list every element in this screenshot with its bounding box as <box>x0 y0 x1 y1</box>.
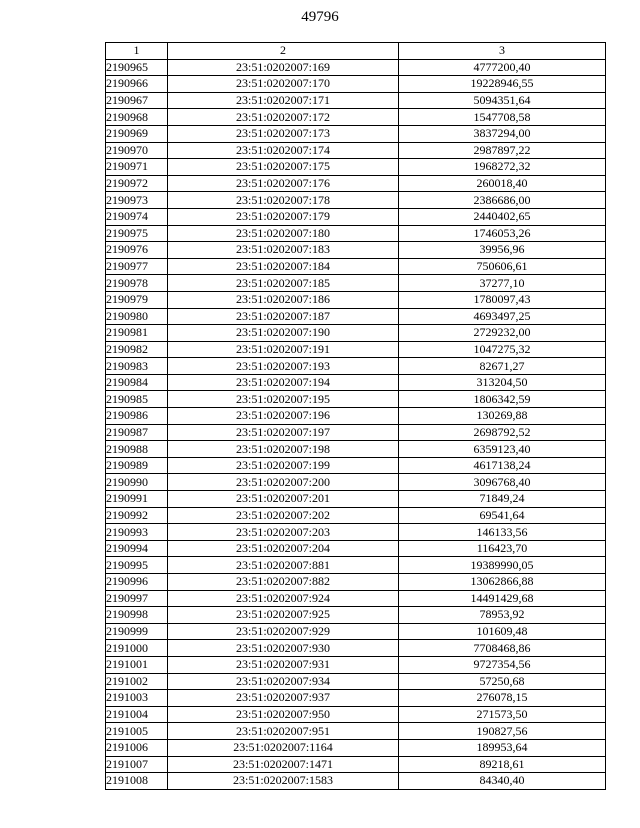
row-number-cell: 2190991 <box>106 491 168 508</box>
row-number-cell: 2190971 <box>106 159 168 176</box>
table-header <box>106 43 606 60</box>
cadastral-number-cell: 23:51:0202007:174 <box>168 142 399 159</box>
value-cell: 9727354,56 <box>399 656 606 673</box>
table-row <box>106 574 606 591</box>
cadastral-number-cell: 23:51:0202007:200 <box>168 474 399 491</box>
table-row <box>106 424 606 441</box>
table-row <box>106 175 606 192</box>
value-cell: 750606,61 <box>399 258 606 275</box>
table-row <box>106 208 606 225</box>
table-row <box>106 391 606 408</box>
cadastral-number-cell: 23:51:0202007:201 <box>168 491 399 508</box>
cadastral-number-cell: 23:51:0202007:197 <box>168 424 399 441</box>
row-number-cell: 2191007 <box>106 756 168 773</box>
value-cell: 4777200,40 <box>399 59 606 76</box>
value-cell: 4617138,24 <box>399 457 606 474</box>
value-cell: 78953,92 <box>399 607 606 624</box>
table-row <box>106 92 606 109</box>
cadastral-number-cell: 23:51:0202007:203 <box>168 524 399 541</box>
table-row <box>106 474 606 491</box>
table-row <box>106 358 606 375</box>
row-number-cell: 2190965 <box>106 59 168 76</box>
cadastral-number-cell: 23:51:0202007:180 <box>168 225 399 242</box>
cadastral-number-cell: 23:51:0202007:1164 <box>168 739 399 756</box>
value-cell: 1746053,26 <box>399 225 606 242</box>
row-number-cell: 2191002 <box>106 673 168 690</box>
page-number: 49796 <box>301 9 339 25</box>
cadastral-number-cell: 23:51:0202007:934 <box>168 673 399 690</box>
table-row <box>106 59 606 76</box>
table-row <box>106 491 606 508</box>
table-row <box>106 739 606 756</box>
value-cell: 89218,61 <box>399 756 606 773</box>
cadastral-number-cell: 23:51:0202007:187 <box>168 308 399 325</box>
header-col-2: 2 <box>168 43 399 60</box>
table-row <box>106 607 606 624</box>
table-row <box>106 656 606 673</box>
header-col-1: 1 <box>106 43 168 60</box>
table-row <box>106 258 606 275</box>
value-cell: 1968272,32 <box>399 159 606 176</box>
table-row <box>106 756 606 773</box>
row-number-cell: 2190980 <box>106 308 168 325</box>
cadastral-number-cell: 23:51:0202007:198 <box>168 441 399 458</box>
table-row <box>106 590 606 607</box>
cadastral-number-cell: 23:51:0202007:170 <box>168 76 399 93</box>
table-row <box>106 673 606 690</box>
row-number-cell: 2190982 <box>106 341 168 358</box>
value-cell: 190827,56 <box>399 723 606 740</box>
value-cell: 2987897,22 <box>399 142 606 159</box>
value-cell: 82671,27 <box>399 358 606 375</box>
row-number-cell: 2190967 <box>106 92 168 109</box>
value-cell: 37277,10 <box>399 275 606 292</box>
row-number-cell: 2190995 <box>106 557 168 574</box>
value-cell: 130269,88 <box>399 408 606 425</box>
row-number-cell: 2191005 <box>106 723 168 740</box>
value-cell: 6359123,40 <box>399 441 606 458</box>
row-number-cell: 2190985 <box>106 391 168 408</box>
table-row <box>106 408 606 425</box>
value-cell: 101609,48 <box>399 623 606 640</box>
data-table <box>105 42 606 790</box>
cadastral-number-cell: 23:51:0202007:194 <box>168 374 399 391</box>
table-row <box>106 142 606 159</box>
table-body <box>106 59 606 789</box>
table-row <box>106 706 606 723</box>
table-row <box>106 640 606 657</box>
row-number-cell: 2191000 <box>106 640 168 657</box>
row-number-cell: 2190999 <box>106 623 168 640</box>
value-cell: 2386686,00 <box>399 192 606 209</box>
cadastral-number-cell: 23:51:0202007:172 <box>168 109 399 126</box>
value-cell: 71849,24 <box>399 491 606 508</box>
value-cell: 1047275,32 <box>399 341 606 358</box>
value-cell: 3096768,40 <box>399 474 606 491</box>
cadastral-number-cell: 23:51:0202007:179 <box>168 208 399 225</box>
row-number-cell: 2191003 <box>106 690 168 707</box>
table-row <box>106 109 606 126</box>
table-row <box>106 76 606 93</box>
row-number-cell: 2190981 <box>106 325 168 342</box>
cadastral-number-cell: 23:51:0202007:204 <box>168 540 399 557</box>
value-cell: 3837294,00 <box>399 125 606 142</box>
cadastral-number-cell: 23:51:0202007:195 <box>168 391 399 408</box>
table-row <box>106 291 606 308</box>
row-number-cell: 2191008 <box>106 773 168 790</box>
row-number-cell: 2191006 <box>106 739 168 756</box>
value-cell: 39956,96 <box>399 242 606 259</box>
value-cell: 116423,70 <box>399 540 606 557</box>
value-cell: 2698792,52 <box>399 424 606 441</box>
row-number-cell: 2190966 <box>106 76 168 93</box>
cadastral-number-cell: 23:51:0202007:169 <box>168 59 399 76</box>
value-cell: 260018,40 <box>399 175 606 192</box>
cadastral-number-cell: 23:51:0202007:202 <box>168 507 399 524</box>
table-row <box>106 524 606 541</box>
table-row <box>106 457 606 474</box>
table-row <box>106 374 606 391</box>
row-number-cell: 2190984 <box>106 374 168 391</box>
row-number-cell: 2190998 <box>106 607 168 624</box>
cadastral-number-cell: 23:51:0202007:929 <box>168 623 399 640</box>
cadastral-number-cell: 23:51:0202007:930 <box>168 640 399 657</box>
row-number-cell: 2191001 <box>106 656 168 673</box>
row-number-cell: 2190974 <box>106 208 168 225</box>
cadastral-number-cell: 23:51:0202007:931 <box>168 656 399 673</box>
table-row <box>106 540 606 557</box>
row-number-cell: 2190986 <box>106 408 168 425</box>
cadastral-number-cell: 23:51:0202007:178 <box>168 192 399 209</box>
value-cell: 1806342,59 <box>399 391 606 408</box>
table-row <box>106 242 606 259</box>
row-number-cell: 2190993 <box>106 524 168 541</box>
value-cell: 4693497,25 <box>399 308 606 325</box>
cadastral-number-cell: 23:51:0202007:951 <box>168 723 399 740</box>
table-row <box>106 507 606 524</box>
row-number-cell: 2190994 <box>106 540 168 557</box>
table-row <box>106 441 606 458</box>
cadastral-number-cell: 23:51:0202007:171 <box>168 92 399 109</box>
row-number-cell: 2190992 <box>106 507 168 524</box>
table-row <box>106 623 606 640</box>
value-cell: 19228946,55 <box>399 76 606 93</box>
value-cell: 146133,56 <box>399 524 606 541</box>
value-cell: 7708468,86 <box>399 640 606 657</box>
cadastral-number-cell: 23:51:0202007:1471 <box>168 756 399 773</box>
cadastral-number-cell: 23:51:0202007:924 <box>168 590 399 607</box>
value-cell: 5094351,64 <box>399 92 606 109</box>
cadastral-number-cell: 23:51:0202007:925 <box>168 607 399 624</box>
table-row <box>106 192 606 209</box>
value-cell: 271573,50 <box>399 706 606 723</box>
cadastral-number-cell: 23:51:0202007:196 <box>168 408 399 425</box>
cadastral-number-cell: 23:51:0202007:191 <box>168 341 399 358</box>
row-number-cell: 2190988 <box>106 441 168 458</box>
table-row <box>106 225 606 242</box>
cadastral-number-cell: 23:51:0202007:199 <box>168 457 399 474</box>
value-cell: 2440402,65 <box>399 208 606 225</box>
table-row <box>106 690 606 707</box>
row-number-cell: 2190976 <box>106 242 168 259</box>
header-row <box>106 43 606 60</box>
row-number-cell: 2190975 <box>106 225 168 242</box>
cadastral-number-cell: 23:51:0202007:193 <box>168 358 399 375</box>
row-number-cell: 2190997 <box>106 590 168 607</box>
row-number-cell: 2190990 <box>106 474 168 491</box>
cadastral-number-cell: 23:51:0202007:882 <box>168 574 399 591</box>
row-number-cell: 2190987 <box>106 424 168 441</box>
cadastral-number-cell: 23:51:0202007:175 <box>168 159 399 176</box>
value-cell: 276078,15 <box>399 690 606 707</box>
row-number-cell: 2190983 <box>106 358 168 375</box>
value-cell: 69541,64 <box>399 507 606 524</box>
table-row <box>106 341 606 358</box>
row-number-cell: 2190996 <box>106 574 168 591</box>
value-cell: 14491429,68 <box>399 590 606 607</box>
value-cell: 84340,40 <box>399 773 606 790</box>
cadastral-number-cell: 23:51:0202007:185 <box>168 275 399 292</box>
cadastral-number-cell: 23:51:0202007:186 <box>168 291 399 308</box>
row-number-cell: 2190979 <box>106 291 168 308</box>
table-row <box>106 723 606 740</box>
value-cell: 13062866,88 <box>399 574 606 591</box>
value-cell: 19389990,05 <box>399 557 606 574</box>
row-number-cell: 2190978 <box>106 275 168 292</box>
row-number-cell: 2190977 <box>106 258 168 275</box>
cadastral-number-cell: 23:51:0202007:1583 <box>168 773 399 790</box>
table-row <box>106 159 606 176</box>
table-row <box>106 308 606 325</box>
cadastral-number-cell: 23:51:0202007:173 <box>168 125 399 142</box>
cadastral-number-cell: 23:51:0202007:183 <box>168 242 399 259</box>
value-cell: 313204,50 <box>399 374 606 391</box>
cadastral-number-cell: 23:51:0202007:176 <box>168 175 399 192</box>
cadastral-number-cell: 23:51:0202007:881 <box>168 557 399 574</box>
header-col-3: 3 <box>399 43 606 60</box>
row-number-cell: 2190989 <box>106 457 168 474</box>
table-row <box>106 773 606 790</box>
value-cell: 189953,64 <box>399 739 606 756</box>
table-row <box>106 125 606 142</box>
value-cell: 2729232,00 <box>399 325 606 342</box>
row-number-cell: 2190973 <box>106 192 168 209</box>
row-number-cell: 2190968 <box>106 109 168 126</box>
cadastral-number-cell: 23:51:0202007:190 <box>168 325 399 342</box>
table-row <box>106 275 606 292</box>
cadastral-number-cell: 23:51:0202007:184 <box>168 258 399 275</box>
value-cell: 57250,68 <box>399 673 606 690</box>
value-cell: 1547708,58 <box>399 109 606 126</box>
row-number-cell: 2190970 <box>106 142 168 159</box>
cadastral-number-cell: 23:51:0202007:937 <box>168 690 399 707</box>
row-number-cell: 2190972 <box>106 175 168 192</box>
row-number-cell: 2191004 <box>106 706 168 723</box>
row-number-cell: 2190969 <box>106 125 168 142</box>
table-row <box>106 557 606 574</box>
cadastral-number-cell: 23:51:0202007:950 <box>168 706 399 723</box>
table-row <box>106 325 606 342</box>
value-cell: 1780097,43 <box>399 291 606 308</box>
